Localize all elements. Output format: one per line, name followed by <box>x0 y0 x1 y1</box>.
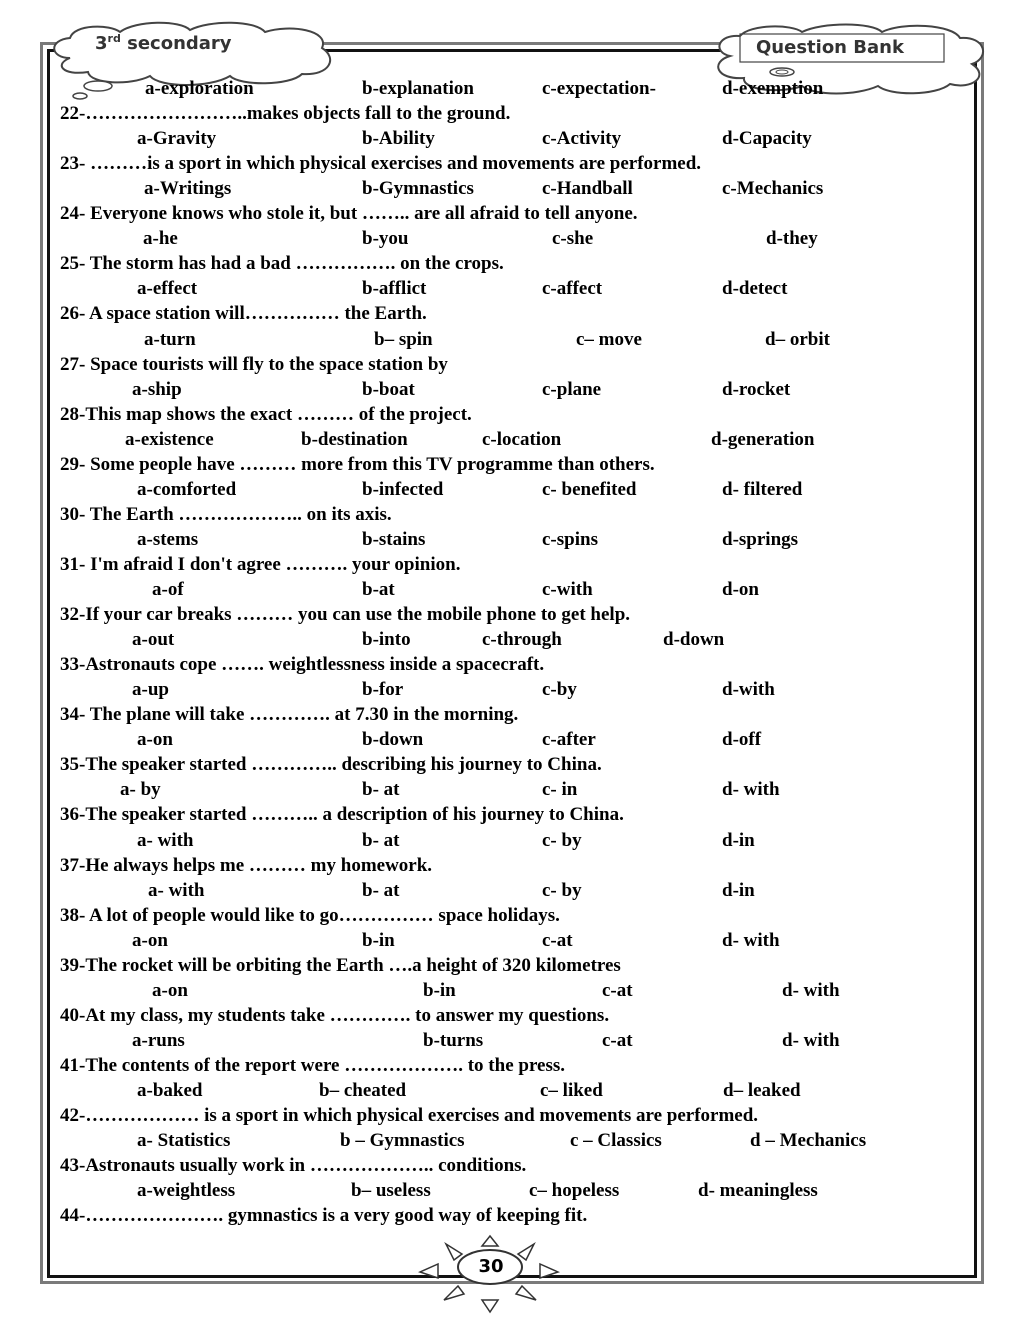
option-d: d- with <box>722 929 780 951</box>
option-d: d– leaked <box>723 1080 801 1101</box>
question-line: 39-The rocket will be orbiting the Earth ….a height of 320 kilometres <box>60 954 621 976</box>
question-line: 30- The Earth ……………….. on its axis. <box>60 503 392 525</box>
options-line <box>60 76 960 101</box>
option-a: a-on <box>132 929 168 951</box>
question-line: 41-The contents of the report were ………………. to the press. <box>60 1054 566 1076</box>
option-c: c-plane <box>542 378 602 400</box>
option-a: a-runs <box>132 1029 185 1051</box>
option-b: b – Gymnastics <box>340 1130 465 1152</box>
question-line: 36-The speaker started ……….. a description of his journey to China. <box>60 804 624 826</box>
options-line <box>60 327 960 352</box>
option-d: d-off <box>722 729 762 751</box>
option-b: b– useless <box>351 1180 431 1202</box>
option-c: c– hopeless <box>529 1180 620 1202</box>
option-b: b– cheated <box>319 1080 407 1101</box>
option-a: a-out <box>132 629 175 651</box>
option-a: a-up <box>132 679 169 701</box>
option-b: b- at <box>362 829 400 851</box>
question-line: 22-……………………..makes objects fall to the ground. <box>60 103 511 125</box>
option-c: c- in <box>542 779 578 801</box>
options-line <box>60 1128 960 1153</box>
option-c: c-at <box>602 1029 633 1051</box>
option-b: b-turns <box>423 1029 484 1051</box>
option-a: a-baked <box>137 1080 203 1101</box>
option-d: d- meaningless <box>698 1180 818 1202</box>
options-line <box>60 828 960 853</box>
option-d: d- with <box>782 979 840 1001</box>
question-line: 28-This map shows the exact ……… of the project. <box>60 403 472 425</box>
options-line <box>60 477 960 502</box>
options-line <box>60 1178 960 1203</box>
question-line: 40-At my class, my students take …………. to answer my questions. <box>60 1004 610 1026</box>
option-a: a- with <box>148 879 205 901</box>
option-c: c-she <box>552 228 594 250</box>
option-b: b-in <box>423 979 456 1001</box>
option-a: a-on <box>137 729 173 751</box>
question-line: 35-The speaker started ………….. describing his journey to China. <box>60 754 602 776</box>
option-c: c-spins <box>542 528 598 550</box>
option-d: c-Mechanics <box>722 178 824 200</box>
grade-text: secondary <box>120 33 232 54</box>
option-a: a-weightless <box>137 1180 236 1202</box>
option-d: d-detect <box>722 278 788 300</box>
question-line: 32-If your car breaks ……… you can use the mobile phone to get help. <box>60 604 631 626</box>
options-line <box>60 126 960 151</box>
option-c: c-Activity <box>542 128 622 150</box>
option-a: a-existence <box>125 428 214 450</box>
option-a: a-comforted <box>137 478 237 500</box>
option-d: d-generation <box>711 428 815 450</box>
option-b: b-into <box>362 629 411 651</box>
page-number-badge <box>418 1234 560 1314</box>
option-b: b-you <box>362 228 409 250</box>
options-line <box>60 878 960 903</box>
option-d: d-with <box>722 679 775 701</box>
question-line: 37-He always helps me ……… my homework. <box>60 854 433 876</box>
grade-number: 3 <box>95 33 108 54</box>
options-line <box>60 577 960 602</box>
option-b: b-afflict <box>362 278 427 300</box>
option-a: a-exploration <box>145 78 254 99</box>
option-c: c-after <box>542 729 596 751</box>
option-c: c-with <box>542 579 593 600</box>
option-a: a-turn <box>144 328 196 350</box>
options-line <box>60 276 960 301</box>
options-line <box>60 928 960 953</box>
question-line: 24- Everyone knows who stole it, but …….. are all afraid to tell anyone. <box>60 203 638 225</box>
option-d: d-rocket <box>722 378 791 400</box>
option-c: c- by <box>542 879 582 901</box>
question-line: 26- A space station will…………… the Earth. <box>60 303 427 325</box>
option-c: c– liked <box>540 1080 603 1101</box>
option-b: b-infected <box>362 478 444 500</box>
option-d: d – Mechanics <box>750 1130 867 1152</box>
option-a: a-of <box>152 579 184 600</box>
option-d: d-down <box>663 629 725 651</box>
option-c: c-at <box>542 929 573 951</box>
question-line: 34- The plane will take …………. at 7.30 in the morning. <box>60 704 519 726</box>
option-a: a-Gravity <box>137 128 217 150</box>
option-c: c– move <box>576 328 642 350</box>
option-d: d-in <box>722 829 755 851</box>
option-b: b-boat <box>362 378 415 400</box>
grade-suffix: rd <box>107 32 121 45</box>
option-b: b-at <box>362 579 395 600</box>
option-c: c-location <box>482 428 562 450</box>
option-c: c – Classics <box>570 1130 662 1152</box>
option-d: d– orbit <box>765 328 830 350</box>
option-d: d-they <box>766 228 818 250</box>
option-b: b-Gymnastics <box>362 178 474 200</box>
options-line <box>60 978 960 1003</box>
option-c: c-through <box>482 629 562 651</box>
option-b: b– spin <box>374 328 433 350</box>
option-b: b-explanation <box>362 78 474 99</box>
question-line: 38- A lot of people would like to go…………… space holidays. <box>60 904 560 926</box>
option-a: a-Writings <box>144 178 232 200</box>
option-a: a-stems <box>137 528 199 550</box>
option-a: a-he <box>143 228 178 250</box>
option-c: c-affect <box>542 278 603 300</box>
option-a: a- by <box>120 779 161 801</box>
option-d: d-springs <box>722 528 799 550</box>
question-line: 44-…………………. gymnastics is a very good way of keeping fit. <box>60 1205 588 1227</box>
option-c: c-expectation- <box>542 78 656 99</box>
options-line <box>60 527 960 552</box>
option-b: b-stains <box>362 528 426 550</box>
options-line <box>60 677 960 702</box>
question-line: 25- The storm has had a bad ……………. on the crops. <box>60 253 504 275</box>
option-d: d-in <box>722 879 755 901</box>
options-line <box>60 226 960 251</box>
option-d: d-on <box>722 579 759 600</box>
question-line: 31- I'm afraid I don't agree ………. your opinion. <box>60 553 461 575</box>
option-b: b- at <box>362 879 400 901</box>
options-line <box>60 427 960 452</box>
option-c: c- by <box>542 829 582 851</box>
option-b: b- at <box>362 779 400 801</box>
options-line <box>60 1078 960 1103</box>
option-d: d-exemption <box>722 78 824 99</box>
option-a: a- with <box>137 829 194 851</box>
options-line <box>60 777 960 802</box>
option-b: b-in <box>362 929 395 951</box>
option-b: b-destination <box>301 428 408 450</box>
question-line: 23- ………is a sport in which physical exercises and movements are performed. <box>60 153 702 175</box>
option-d: d-Capacity <box>722 128 812 150</box>
option-a: a- Statistics <box>137 1130 231 1152</box>
options-line <box>60 727 960 752</box>
question-line: 29- Some people have ……… more from this TV programme than others. <box>60 453 655 475</box>
option-c: c-at <box>602 979 633 1001</box>
options-line <box>60 377 960 402</box>
option-d: d- filtered <box>722 478 803 500</box>
option-a: a-effect <box>137 278 198 300</box>
options-line <box>60 1028 960 1053</box>
option-b: b-down <box>362 729 424 751</box>
option-c: c-by <box>542 679 577 701</box>
question-line: 42-……………… is a sport in which physical exercises and movements are performed. <box>60 1105 759 1127</box>
question-bank-label: Question Bank <box>756 37 904 58</box>
options-line <box>60 627 960 652</box>
option-b: b-Ability <box>362 128 435 150</box>
page-number: 30 <box>478 1256 504 1277</box>
question-line: 43-Astronauts usually work in ……………….. conditions. <box>60 1155 527 1177</box>
grade-label <box>95 32 232 54</box>
option-a: a-ship <box>132 378 182 400</box>
option-c: c-Handball <box>542 178 633 200</box>
option-b: b-for <box>362 679 404 701</box>
question-line: 27- Space tourists will fly to the space station by <box>60 353 448 375</box>
option-a: a-on <box>152 979 188 1001</box>
option-d: d- with <box>722 779 780 801</box>
option-d: d- with <box>782 1029 840 1051</box>
option-c: c- benefited <box>542 478 637 500</box>
question-line: 33-Astronauts cope ……. weightlessness inside a spacecraft. <box>60 654 545 676</box>
options-line <box>60 176 960 201</box>
